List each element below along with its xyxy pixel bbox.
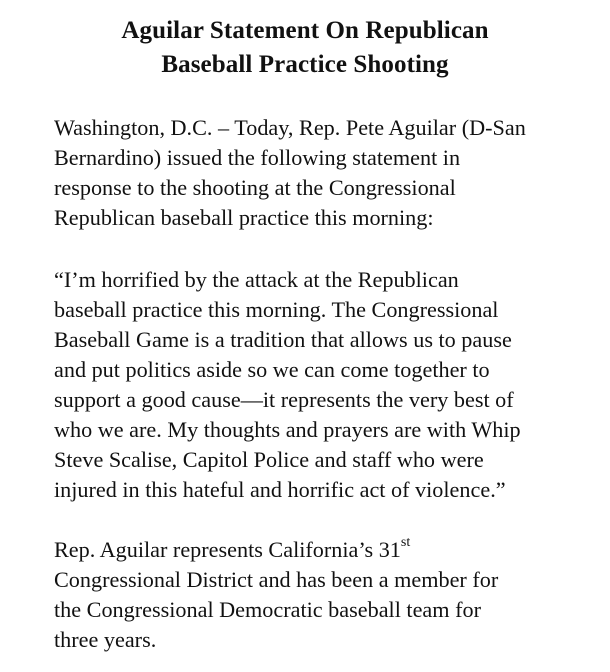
- quote-line: and put politics aside so we can come together to: [54, 357, 490, 382]
- intro-line: Republican baseball practice this morning:: [54, 205, 434, 230]
- closing-line: the Congressional Democratic baseball team for: [54, 597, 481, 622]
- statement-title: [0, 14, 610, 82]
- quote-line: injured in this hateful and horrific act of violence.”: [54, 477, 506, 502]
- closing-paragraph: [54, 535, 594, 655]
- closing-line-prefix: Rep. Aguilar represents California’s 31: [54, 537, 401, 562]
- quote-paragraph: [54, 265, 594, 505]
- intro-line: Bernardino) issued the following statement in: [54, 145, 461, 170]
- title-line: Baseball Practice Shooting: [161, 51, 449, 78]
- intro-paragraph: [54, 113, 594, 233]
- quote-line: “I’m horrified by the attack at the Republican: [54, 267, 459, 292]
- quote-line: Baseball Game is a tradition that allows us to pause: [54, 327, 512, 352]
- quote-line: support a good cause—it represents the very best of: [54, 387, 514, 412]
- quote-line: Steve Scalise, Capitol Police and staff who were: [54, 447, 484, 472]
- ordinal-superscript: st: [400, 534, 411, 550]
- quote-line: who we are. My thoughts and prayers are with Whip: [54, 417, 521, 442]
- quote-line: baseball practice this morning. The Congressional: [54, 297, 499, 322]
- intro-line: Washington, D.C. – Today, Rep. Pete Aguilar (D-San: [54, 115, 526, 140]
- closing-line: three years.: [54, 627, 157, 652]
- closing-line: Congressional District and has been a member for: [54, 567, 499, 592]
- closing-line: [54, 535, 594, 565]
- intro-line: response to the shooting at the Congressional: [54, 175, 456, 200]
- title-line: Aguilar Statement On Republican: [121, 17, 489, 44]
